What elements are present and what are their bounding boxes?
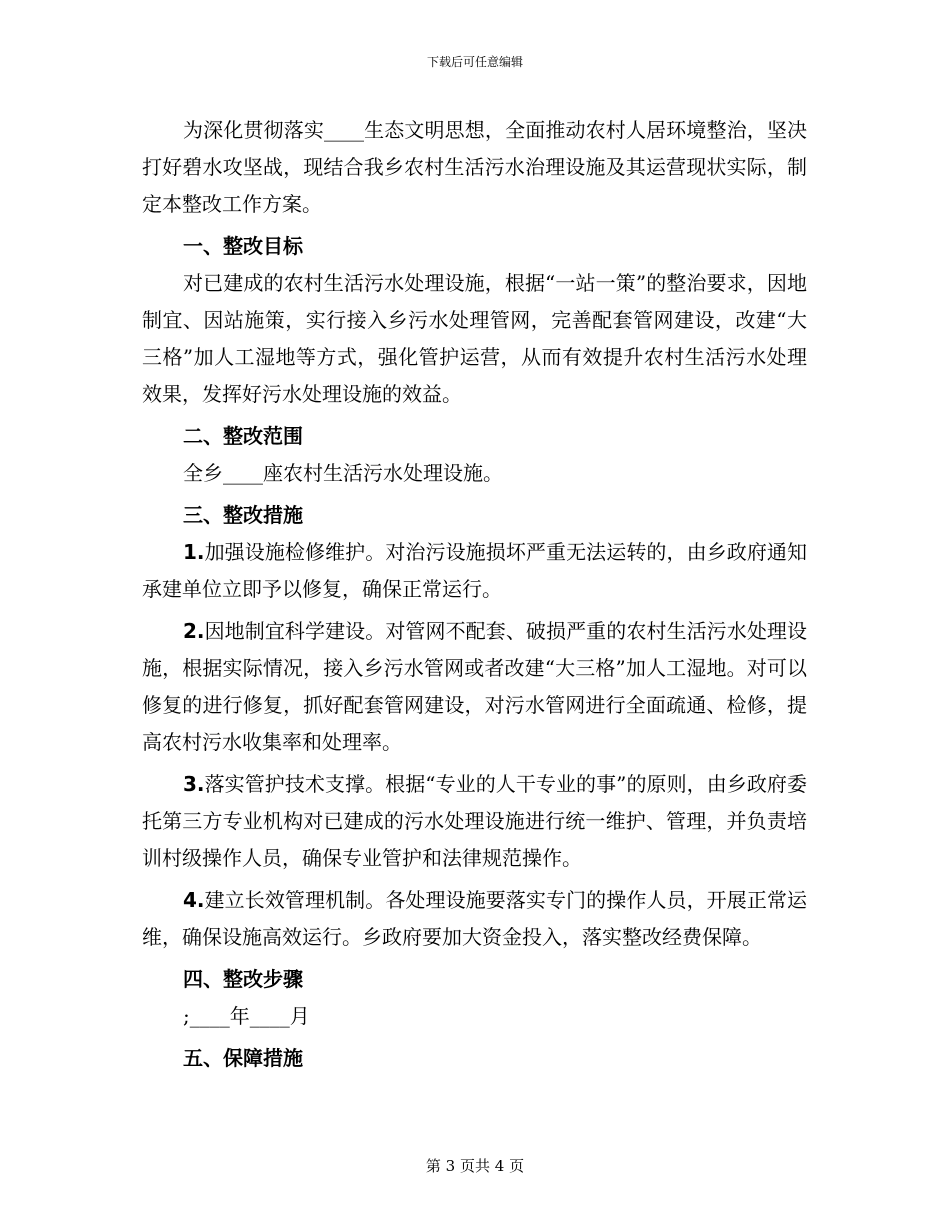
measure-text: 因地制宜科学建设。对管网不配套、破损严重的农村生活污水处理设施，根据实际情况，接入乡污水管网或者改建“大三格”加人工湿地。对可以修复的进行修复，抓好配套管网建设，对污水管网进行全面疏通、检修，提高农村污水收集率和处理率。 xyxy=(142,619,807,754)
measure-item-1 xyxy=(142,534,807,608)
section-5-heading: 五、保障措施 xyxy=(183,1046,303,1070)
page-header: 下载后可任意编辑 xyxy=(426,55,523,69)
measure-number: 3. xyxy=(183,772,205,796)
measure-text: 落实管护技术支撑。根据“专业的人干专业的事”的原则，由乡政府委托第三方专业机构对已建成的污水处理设施进行统一维护、管理，并负责培训村级操作人员，确保专业管护和法律规范操作。 xyxy=(142,772,807,870)
measure-item-2 xyxy=(142,613,807,761)
section-4-body: ;____年____月 xyxy=(183,1004,310,1028)
measure-item-4 xyxy=(142,882,807,956)
section-1-heading: 一、整改目标 xyxy=(183,234,303,258)
section-2-body: 全乡____座农村生活污水处理设施。 xyxy=(183,461,503,485)
section-1-body: 对已建成的农村生活污水处理设施，根据“一站一策”的整治要求，因地制宜、因站施策，实行接入乡污水处理管网，完善配套管网建设，改建“大三格”加人工湿地等方式，强化管护运营，从而有效提升农村生活污水处理效果，发挥好污水处理设施的效益。 xyxy=(142,271,807,406)
section-2-heading: 二、整改范围 xyxy=(183,424,303,448)
measure-number: 4. xyxy=(183,888,205,912)
measure-number: 2. xyxy=(183,619,205,643)
section-4-heading: 四、整改步骤 xyxy=(183,967,303,991)
intro-paragraph: 为深化贯彻落实____生态文明思想，全面推动农村人居环境整治，坚决打好碧水攻坚战，现结合我乡农村生活污水治理设施及其运营现状实际，制定本整改工作方案。 xyxy=(142,118,807,216)
measure-number: 1. xyxy=(183,540,205,564)
page-footer: 第 3 页共 4 页 xyxy=(425,1157,525,1175)
section-3-heading: 三、整改措施 xyxy=(183,503,303,527)
measure-text: 建立长效管理机制。各处理设施要落实专门的操作人员，开展正常运维，确保设施高效运行。乡政府要加大资金投入，落实整改经费保障。 xyxy=(142,888,807,949)
measure-item-3 xyxy=(142,766,807,877)
document-body xyxy=(142,112,807,1077)
measure-text: 加强设施检修维护。对治污设施损坏严重无法运转的，由乡政府通知承建单位立即予以修复，确保正常运行。 xyxy=(142,540,807,601)
